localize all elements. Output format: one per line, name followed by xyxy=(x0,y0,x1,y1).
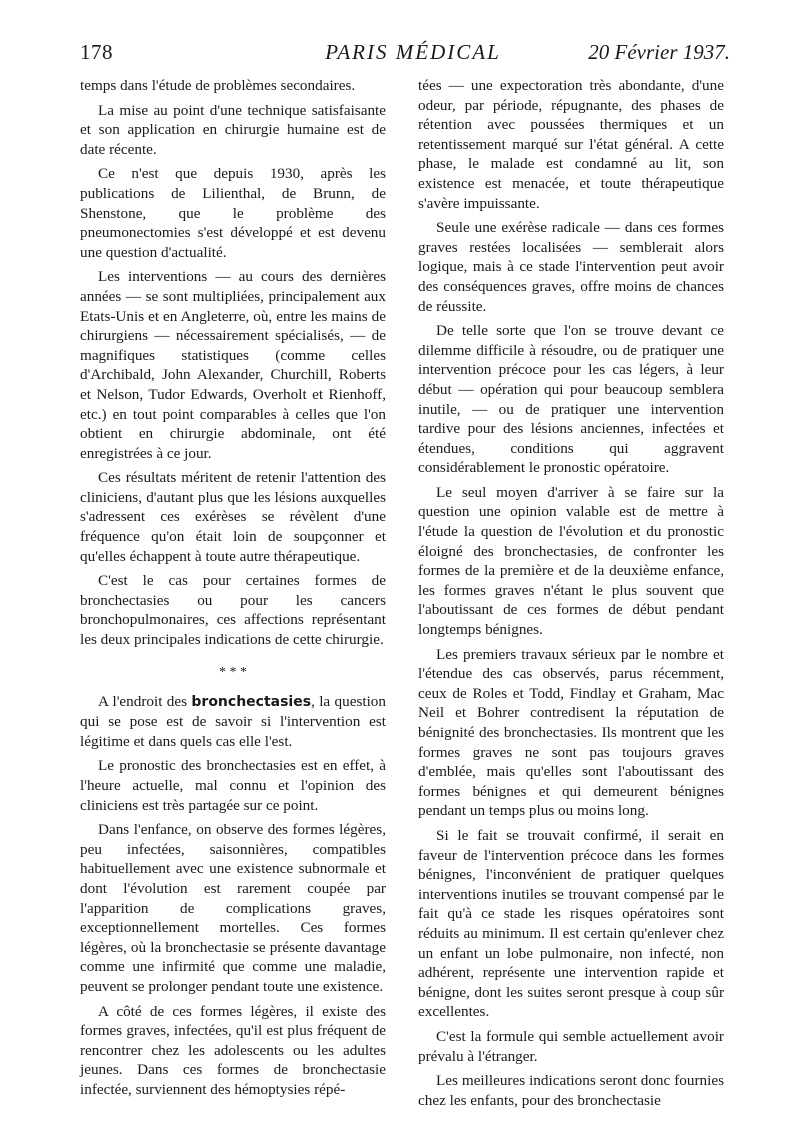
paragraph: Le pronostic des bronchectasies est en effet, à l'heure actuelle, mal connu et l'opinion des cliniciens est très partagée sur ce point. xyxy=(80,757,386,814)
left-column xyxy=(80,76,386,1105)
paragraph: De telle sorte que l'on se trouve devant ce dilemme difficile à résoudre, ou de pratiquer une intervention précoce pour les cas légers, à leur début — opération qui pour beaucoup semblera inutile, — ou de pratiquer une intervention tardive pour des lésions anciennes, infectées et étendues, conditions qui aggravent considérablement le pronostic opératoire. xyxy=(418,322,724,477)
paragraph: tées — une expectoration très abondante, d'une odeur, par période, répugnante, des phases de rétention avec poussées thermiques et un retentissement marqué sur l'état général. A cette phase, le malade est condamné au lit, son existence est menacée, et toute thérapeutique s'avère impuissante. xyxy=(418,77,724,212)
right-column xyxy=(418,76,724,1115)
page-number: 178 xyxy=(80,40,113,64)
paragraph: A côté de ces formes légères, il existe des formes graves, infectées, qu'il est plus fréquent de rencontrer chez les adolescents ou les adultes jeunes. Dans ces formes de bronchectasie infectée, surviennent des hémoptysies répé- xyxy=(80,1002,386,1098)
paragraph: Les premiers travaux sérieux par le nombre et l'étendue des cas observés, parus récemment, ceux de Roles et Todd, Findlay et Graham, Mac Neil et Bohrer contredisent la réputation de bénignité des bronchectasies. Ils montrent que les formes graves ne sont pas toujours graves d'emblée, mais qu'elles sont l'aboutissant des formes bénignes et qui demeurent bénignes pendant un temps plus ou moins long. xyxy=(418,645,724,820)
paragraph: La mise au point d'une technique satisfaisante et son application en chirurgie humaine est de date récente. xyxy=(80,101,386,158)
paragraph: Seule une exérèse radicale — dans ces formes graves restées localisées — semblerait alors logique, mais à ce stade l'intervention peut avoir des conséquences graves, offre moins de chances de réussite. xyxy=(418,219,724,315)
section-separator xyxy=(80,664,386,680)
bold-term: bronchectasies xyxy=(191,693,312,710)
paragraph: Ce n'est que depuis 1930, après les publications de Lilienthal, de Brunn, de Shenstone, que le problème des pneumonectomies s'est développé et est devenu une question d'actualité. xyxy=(80,165,386,261)
paragraph-text: A l'endroit des xyxy=(98,692,192,710)
paragraph-text: , la question qui se pose est de savoir si l'intervention est légitime et dans quels cas elle l'est. xyxy=(80,692,386,750)
paragraph: Le seul moyen d'arriver à se faire sur la question une opinion valable est de mettre à l'étude la question de l'évolution et du pronostic éloigné des bronchectasies, de confronter les formes de la première et de la deuxième enfance, les formes graves n'étant le plus souvent que l'aboutissant de ces formes de début pendant longtemps bénignes. xyxy=(418,483,724,639)
paragraph: C'est le cas pour certaines formes de bronchectasies ou pour les cancers bronchopulmonaires, ces affections représentant les deux principales indications de cette chirurgie. xyxy=(80,572,386,649)
paragraph: C'est la formule qui semble actuellement avoir prévalu à l'étranger. xyxy=(418,1027,724,1065)
paragraph: Dans l'enfance, on observe des formes légères, peu infectées, saisonnières, compatibles habituellement avec une existence subnormale et dont l'évolution est rarement coupée par l'apparition de complications graves, exceptionnellement mortelles. Ces formes légères, où la bronchectasie se présente davantage comme une infirmité que comme une maladie, peuvent se prolonger pendant toute une existence. xyxy=(80,821,386,995)
journal-title: PARIS MÉDICAL xyxy=(325,40,501,64)
paragraph: Si le fait se trouvait confirmé, il serait en faveur de l'intervention précoce dans les formes bénignes, l'inconvénient de pratiquer quelques interventions inutiles se trouvant compensé par le fait qu'à ce stade les risques opératoires sont réduits au minimum. Il est certain qu'enlever chez un enfant un lobe pulmonaire, non infecté, non adhérent, représente une intervention rapide et bénigne, dont les suites seront presque à coup sûr excellentes. xyxy=(418,826,724,1021)
paragraph: Les meilleures indications seront donc fournies chez les enfants, pour des bronchectasie xyxy=(418,1072,724,1109)
paragraph: Ces résultats méritent de retenir l'attention des cliniciens, d'autant plus que les lésions auxquelles s'adressent ces exérèses se révèlent d'une fréquence qu'on était loin de soupçonner et qu'elles échappent à toute autre thérapeutique. xyxy=(80,469,386,565)
paragraph xyxy=(80,692,386,752)
running-header xyxy=(80,38,730,70)
issue-date: 20 Février 1937. xyxy=(588,40,730,64)
paragraph: Les interventions — au cours des dernières années — se sont multipliées, principalement aux Etats-Unis et en Angleterre, où, entre les mains de chirurgiens — nécessairement spécialisés, — de magnifiques statistiques (comme celles d'Archibald, John Alexander, Churchill, Roberts et Nelson, Tudor Edwards, Overholt et Rienhoff, etc.) en tout point comparables à celles que l'on obtient en chirurgie abdominale, ont été enregistrées à ce jour. xyxy=(80,268,386,462)
paragraph: temps dans l'étude de problèmes secondaires. xyxy=(80,77,356,94)
asterism: * * * xyxy=(219,664,247,680)
